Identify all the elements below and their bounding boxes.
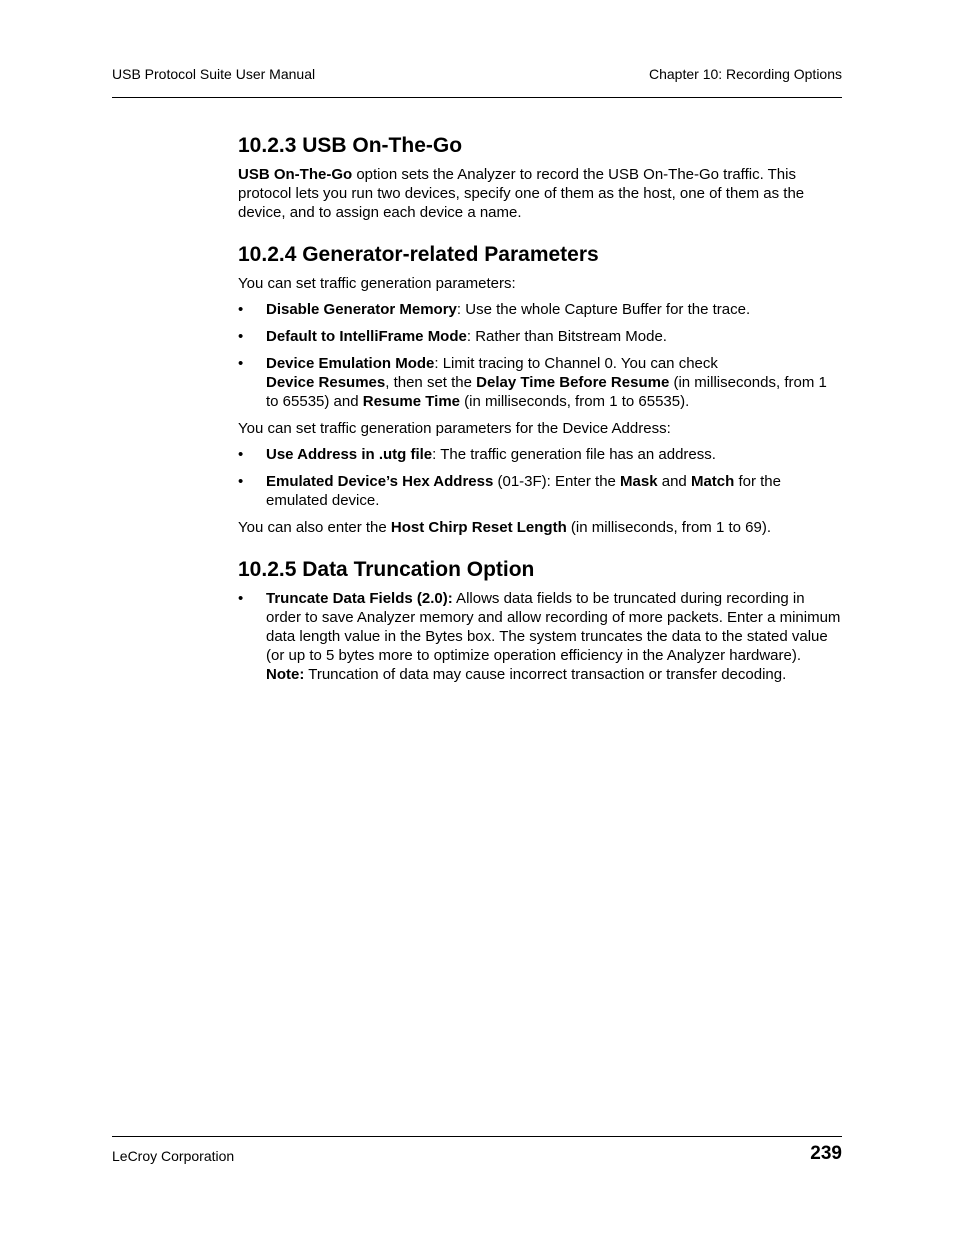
list-item [238, 589, 842, 684]
text: (in milliseconds, from 1 to 65535). [460, 393, 690, 410]
term: Resume Time [362, 393, 461, 410]
paragraph [238, 165, 842, 222]
bullet-list [238, 300, 842, 411]
bullet-glyph: • [238, 301, 244, 318]
section-usb-otg [238, 133, 842, 222]
term: Default to IntelliFrame Mode [266, 328, 467, 345]
bullet-glyph: • [238, 590, 244, 607]
paragraph: You can set traffic generation parameters for the Device Address: [238, 420, 671, 437]
section-heading: 10.2.5 Data Truncation Option [238, 558, 535, 581]
term: Emulated Device’s Hex Address [266, 473, 494, 490]
bullet-glyph: • [238, 355, 244, 372]
term: Delay Time Before Resume [476, 374, 670, 391]
text: : Rather than Bitstream Mode. [466, 328, 667, 345]
term: Device Resumes [266, 374, 386, 391]
term: Truncate Data Fields (2.0): [266, 590, 453, 607]
running-header-title: USB Protocol Suite User Manual [112, 66, 316, 82]
running-header-chapter: Chapter 10: Recording Options [649, 66, 842, 82]
text: option sets the Analyzer to record the USB On-The-Go traffic. This protocol lets you run two devices, specify one of them as the host, one of them as the device, and to assign each device a name. [238, 166, 805, 221]
section-generator-parameters [238, 242, 842, 537]
text: for the emulated device. [266, 473, 781, 509]
text: and [657, 473, 691, 490]
bullet-glyph: • [238, 328, 244, 345]
paragraph [238, 518, 842, 537]
term: Device Emulation Mode [266, 355, 435, 372]
term: Host Chirp Reset Length [390, 519, 567, 536]
header-rule [112, 97, 842, 98]
text: You can also enter the [238, 519, 391, 536]
footer-company: LeCroy Corporation [112, 1148, 235, 1164]
bullet-list [238, 445, 842, 510]
term: Disable Generator Memory [266, 301, 457, 318]
page-body [238, 133, 842, 692]
text: Allows data fields to be truncated during recording in order to save Analyzer memory and allow recording of more packets. Enter a minimum data length value in the Bytes box. The system truncates the data to the stated value (or up to 5 bytes more to optimize operation efficiency in the Analyzer hardware). [266, 590, 841, 664]
page-number: 239 [810, 1143, 842, 1164]
note-label: Note: [266, 666, 305, 683]
text: , then set the [385, 374, 477, 391]
term: Use Address in .utg file [266, 446, 433, 463]
bullet-glyph: • [238, 446, 244, 463]
term: USB On-The-Go [238, 166, 353, 183]
term: Mask [620, 473, 658, 490]
text: (01-3F): Enter the [493, 473, 621, 490]
section-heading: 10.2.4 Generator-related Parameters [238, 243, 599, 266]
paragraph: You can set traffic generation parameters: [238, 275, 516, 292]
list-item [238, 472, 842, 510]
section-data-truncation [238, 557, 842, 684]
list-item [238, 300, 842, 319]
text: : Use the whole Capture Buffer for the trace. [456, 301, 751, 318]
text: : Limit tracing to Channel 0. You can check [434, 355, 718, 372]
bullet-list [238, 589, 842, 684]
section-heading: 10.2.3 USB On-The-Go [238, 134, 463, 157]
text: (in milliseconds, from 1 to 69). [566, 519, 771, 536]
footer-rule [112, 1136, 842, 1137]
list-item [238, 445, 842, 464]
bullet-glyph: • [238, 473, 244, 490]
term: Match [690, 473, 735, 490]
text: (in milliseconds, from 1 to 65535) and [266, 374, 827, 410]
list-item [238, 354, 842, 411]
text: : The traffic generation file has an address. [432, 446, 716, 463]
note-text: Truncation of data may cause incorrect transaction or transfer decoding. [304, 666, 787, 683]
list-item [238, 327, 842, 346]
